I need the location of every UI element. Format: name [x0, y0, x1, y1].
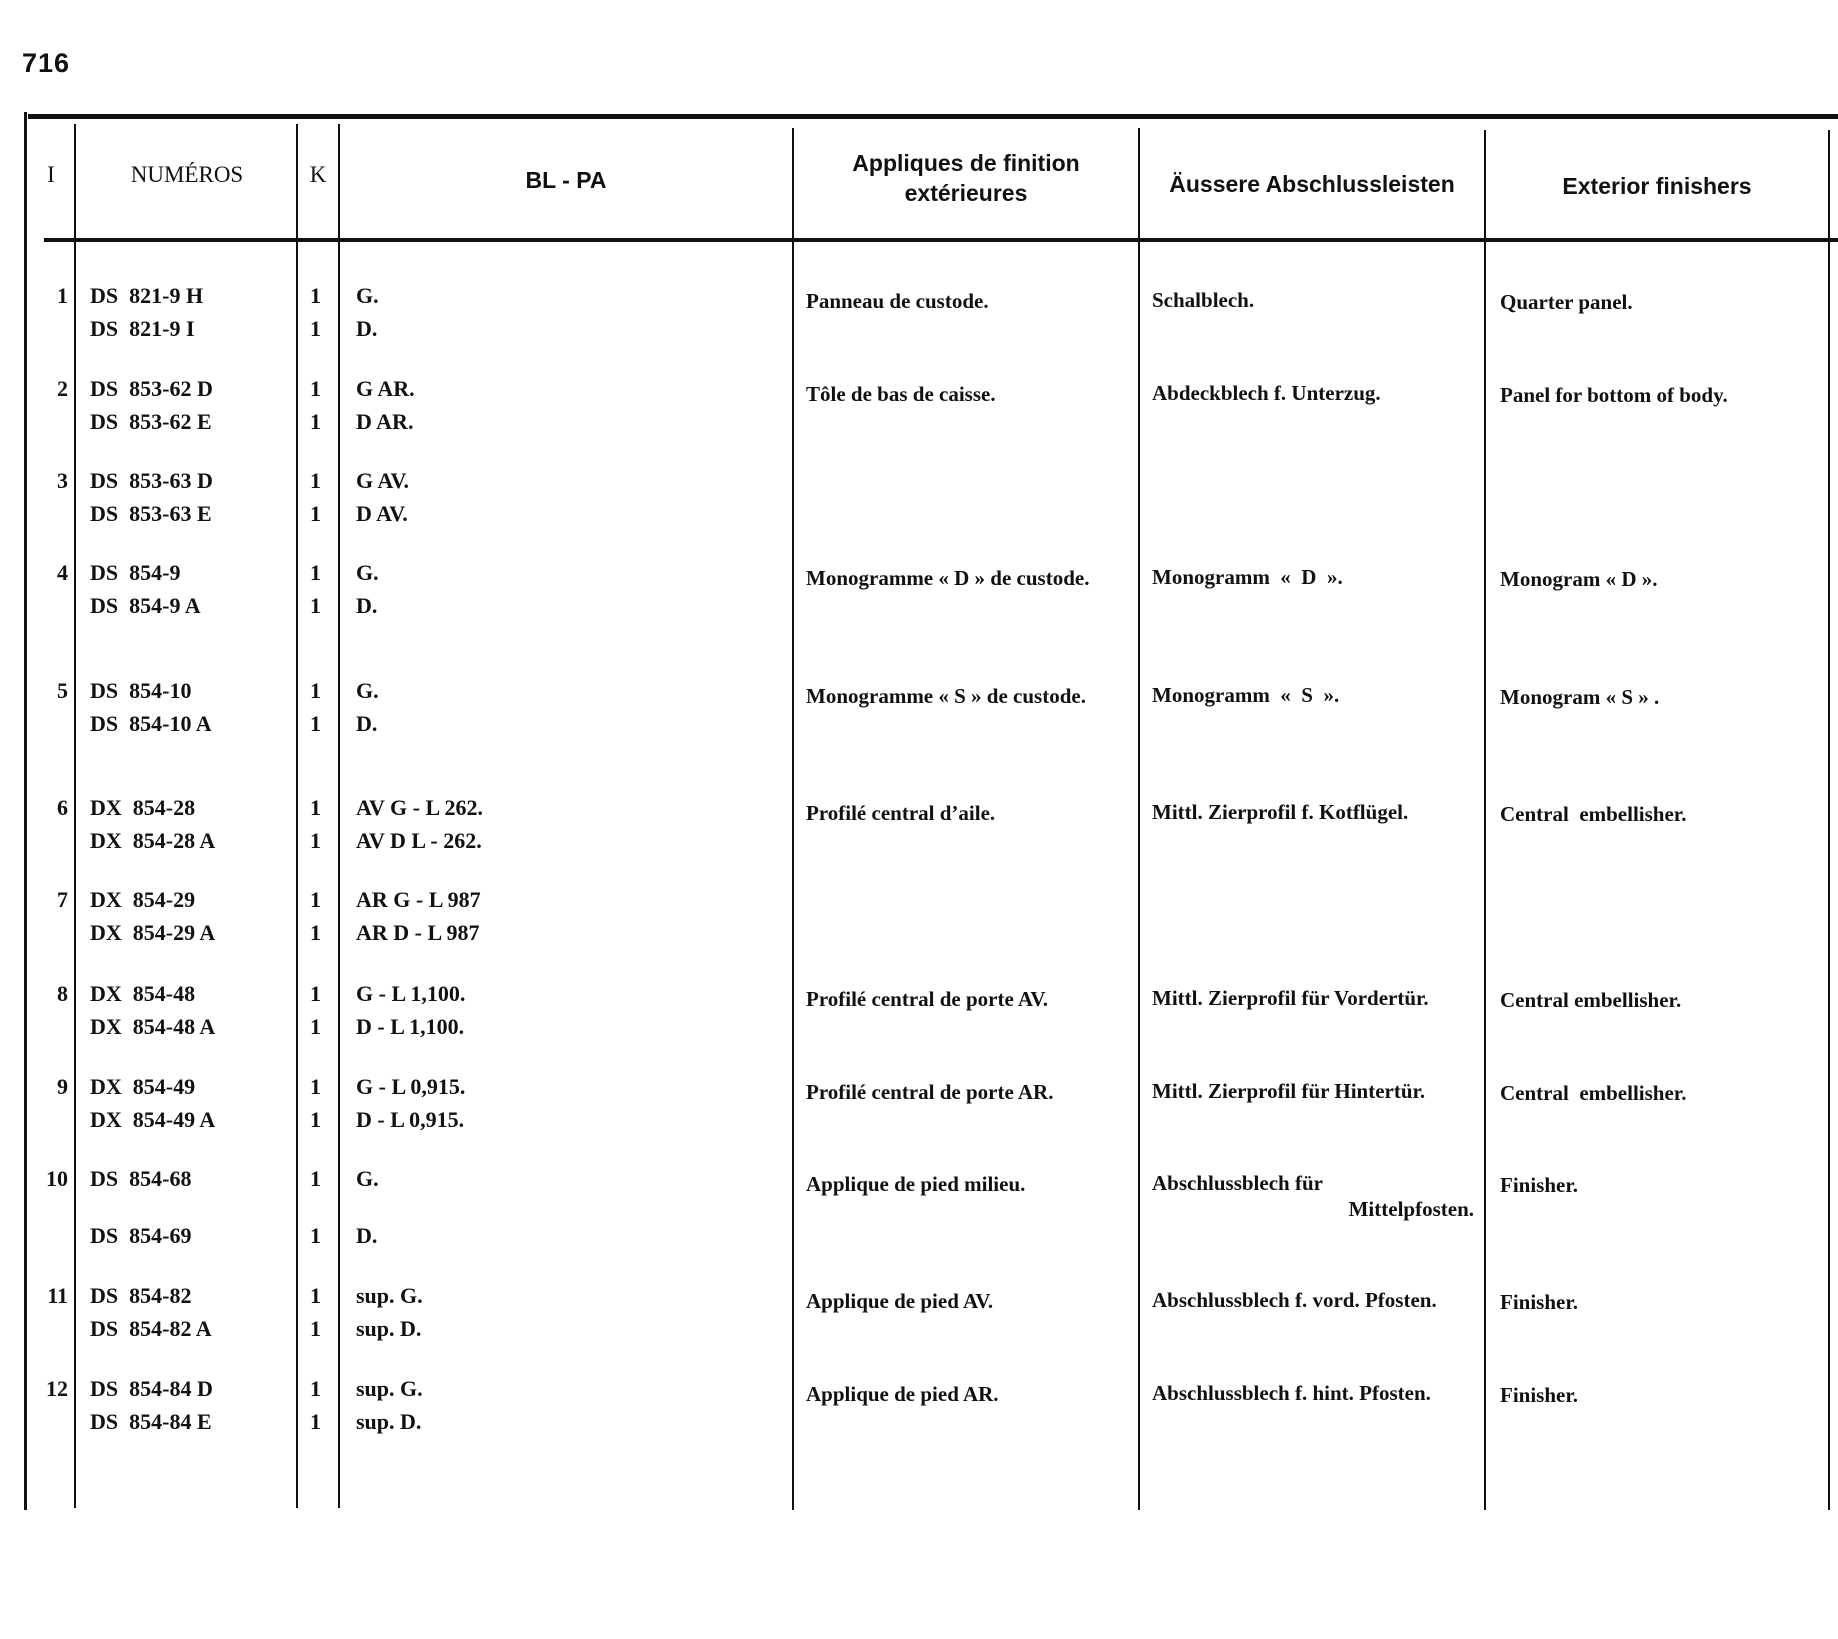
part-number: DS 821-9 H — [90, 283, 204, 308]
header-numbers: NUMÉROS — [130, 162, 244, 188]
quantity: 1 — [310, 1107, 321, 1132]
bl-pa-spec: sup. G. — [356, 1376, 423, 1401]
quantity: 1 — [310, 981, 321, 1006]
bl-pa-spec: sup. D. — [356, 1409, 422, 1434]
description-english: Monogram « D ». — [1500, 567, 1658, 591]
bl-pa-spec: D - L 1,100. — [356, 1014, 465, 1039]
bl-pa-spec: D. — [356, 316, 378, 341]
part-number: DS 853-62 D — [90, 376, 213, 401]
bl-pa-spec: AR G - L 987 — [356, 887, 481, 912]
header-german: Äussere Abschlussleisten — [1169, 171, 1455, 198]
row-index: 4 — [57, 560, 68, 585]
part-number: DX 854-49 — [90, 1074, 196, 1099]
row-index: 11 — [47, 1283, 68, 1308]
part-number: DS 854-84 E — [90, 1409, 212, 1434]
quantity: 1 — [310, 795, 321, 820]
page-number: 716 — [22, 48, 71, 78]
quantity: 1 — [310, 887, 321, 912]
part-number: DX 854-48 — [90, 981, 196, 1006]
quantity: 1 — [310, 376, 321, 401]
description-german: Abschlussblech f. vord. Pfosten. — [1152, 1288, 1437, 1312]
bl-pa-spec: AR D - L 987 — [356, 920, 480, 945]
quantity: 1 — [310, 1409, 321, 1434]
description-english: Central embellisher. — [1500, 1081, 1687, 1105]
bl-pa-spec: G. — [356, 678, 379, 703]
description-german: Mittl. Zierprofil für Vordertür. — [1152, 986, 1429, 1010]
part-number: DS 854-82 A — [90, 1316, 212, 1341]
quantity: 1 — [310, 828, 321, 853]
description-french: Monogramme « D » de custode. — [806, 566, 1090, 590]
part-number: DX 854-29 — [90, 887, 196, 912]
header-bottom-rule — [44, 238, 1838, 242]
quantity: 1 — [310, 678, 321, 703]
bl-pa-spec: D. — [356, 593, 378, 618]
row-index: 5 — [57, 678, 68, 703]
part-number: DS 854-9 A — [90, 593, 201, 618]
quantity: 1 — [310, 501, 321, 526]
description-english: Central embellisher. — [1500, 988, 1682, 1012]
header-english: Exterior finishers — [1562, 173, 1752, 200]
part-number: DS 853-62 E — [90, 409, 212, 434]
bl-pa-spec: D. — [356, 1223, 378, 1248]
description-german: Abdeckblech f. Unterzug. — [1152, 381, 1381, 405]
bl-pa-spec: G - L 0,915. — [356, 1074, 466, 1099]
part-number: DS 853-63 E — [90, 501, 212, 526]
quantity: 1 — [310, 316, 321, 341]
part-number: DS 854-84 D — [90, 1376, 213, 1401]
row-index: 2 — [57, 376, 68, 401]
description-french: Profilé central d’aile. — [806, 801, 996, 825]
bl-pa-spec: D AR. — [356, 409, 414, 434]
bl-pa-spec: AV D L - 262. — [356, 828, 482, 853]
description-german: Schalblech. — [1152, 288, 1255, 312]
bl-pa-spec: D - L 0,915. — [356, 1107, 465, 1132]
row-index: 3 — [57, 468, 68, 493]
description-german: Mittl. Zierprofil f. Kotflügel. — [1152, 800, 1409, 824]
quantity: 1 — [310, 593, 321, 618]
header-k: K — [309, 162, 327, 188]
part-number: DS 853-63 D — [90, 468, 213, 493]
column-divider — [74, 124, 76, 1508]
part-number: DX 854-48 A — [90, 1014, 216, 1039]
quantity: 1 — [310, 1283, 321, 1308]
row-index: 1 — [57, 283, 68, 308]
quantity: 1 — [310, 1223, 321, 1248]
description-french: Applique de pied AV. — [806, 1289, 994, 1313]
bl-pa-spec: G AR. — [356, 376, 415, 401]
bl-pa-spec: G AV. — [356, 468, 410, 493]
part-number: DS 854-82 — [90, 1283, 192, 1308]
description-french: Applique de pied milieu. — [806, 1172, 1026, 1196]
column-divider — [24, 112, 27, 1510]
quantity: 1 — [310, 1316, 321, 1341]
header-french-line-2: extérieures — [904, 180, 1028, 206]
header-index: I — [47, 162, 55, 188]
description-english: Finisher. — [1500, 1383, 1578, 1407]
part-number: DX 854-28 — [90, 795, 196, 820]
row-index: 6 — [57, 795, 68, 820]
part-number: DX 854-28 A — [90, 828, 216, 853]
column-divider — [1484, 130, 1486, 1510]
header-french — [794, 134, 1138, 224]
part-number: DS 854-9 — [90, 560, 181, 585]
header-french-line-1: Appliques de finition — [852, 150, 1080, 177]
description-german: Abschlussblech f. hint. Pfosten. — [1152, 1381, 1431, 1405]
description-english: Finisher. — [1500, 1290, 1578, 1314]
column-divider — [338, 124, 340, 1508]
bl-pa-spec: G. — [356, 283, 379, 308]
description-french: Applique de pied AR. — [806, 1382, 999, 1406]
description-german: Monogramm « D ». — [1152, 565, 1343, 589]
quantity: 1 — [310, 1074, 321, 1099]
description-french: Panneau de custode. — [806, 289, 989, 313]
quantity: 1 — [310, 711, 321, 736]
quantity: 1 — [310, 409, 321, 434]
quantity: 1 — [310, 560, 321, 585]
description-english: Quarter panel. — [1500, 290, 1633, 314]
column-divider — [296, 124, 298, 1508]
bl-pa-spec: D. — [356, 711, 378, 736]
part-number: DX 854-49 A — [90, 1107, 216, 1132]
description-german: Monogramm « S ». — [1152, 683, 1340, 707]
bl-pa-spec: G. — [356, 560, 379, 585]
description-french: Profilé central de porte AV. — [806, 987, 1049, 1011]
column-divider — [792, 128, 794, 1510]
row-index: 9 — [57, 1074, 68, 1099]
row-index: 12 — [46, 1376, 68, 1401]
row-index: 10 — [46, 1166, 68, 1191]
quantity: 1 — [310, 1014, 321, 1039]
bl-pa-spec: D AV. — [356, 501, 408, 526]
column-divider — [1138, 128, 1140, 1510]
bl-pa-spec: sup. D. — [356, 1316, 422, 1341]
row-index: 7 — [57, 887, 68, 912]
description-french: Monogramme « S » de custode. — [806, 684, 1086, 708]
quantity: 1 — [310, 468, 321, 493]
bl-pa-spec: sup. G. — [356, 1283, 423, 1308]
description-english: Panel for bottom of body. — [1500, 383, 1728, 407]
bl-pa-spec: AV G - L 262. — [356, 795, 483, 820]
header-bl-pa: BL - PA — [525, 167, 607, 194]
part-number: DS 854-10 A — [90, 711, 212, 736]
table-top-rule — [28, 114, 1838, 119]
bl-pa-spec: G - L 1,100. — [356, 981, 466, 1006]
quantity: 1 — [310, 1166, 321, 1191]
description-french: Profilé central de porte AR. — [806, 1080, 1054, 1104]
description-english: Central embellisher. — [1500, 802, 1687, 826]
part-number: DS 854-69 — [90, 1223, 192, 1248]
description-english: Finisher. — [1500, 1173, 1578, 1197]
quantity: 1 — [310, 1376, 321, 1401]
description-english: Monogram « S » . — [1500, 685, 1660, 709]
part-number: DS 821-9 I — [90, 316, 195, 341]
description-german-continued: Mittelpfosten. — [1348, 1197, 1474, 1221]
part-number: DX 854-29 A — [90, 920, 216, 945]
column-divider — [1828, 130, 1830, 1510]
quantity: 1 — [310, 283, 321, 308]
description-german: Mittl. Zierprofil für Hintertür. — [1152, 1079, 1426, 1103]
part-number: DS 854-68 — [90, 1166, 192, 1191]
bl-pa-spec: G. — [356, 1166, 379, 1191]
description-french: Tôle de bas de caisse. — [806, 382, 996, 406]
description-german: Abschlussblech für — [1152, 1171, 1323, 1195]
quantity: 1 — [310, 920, 321, 945]
part-number: DS 854-10 — [90, 678, 192, 703]
row-index: 8 — [57, 981, 68, 1006]
